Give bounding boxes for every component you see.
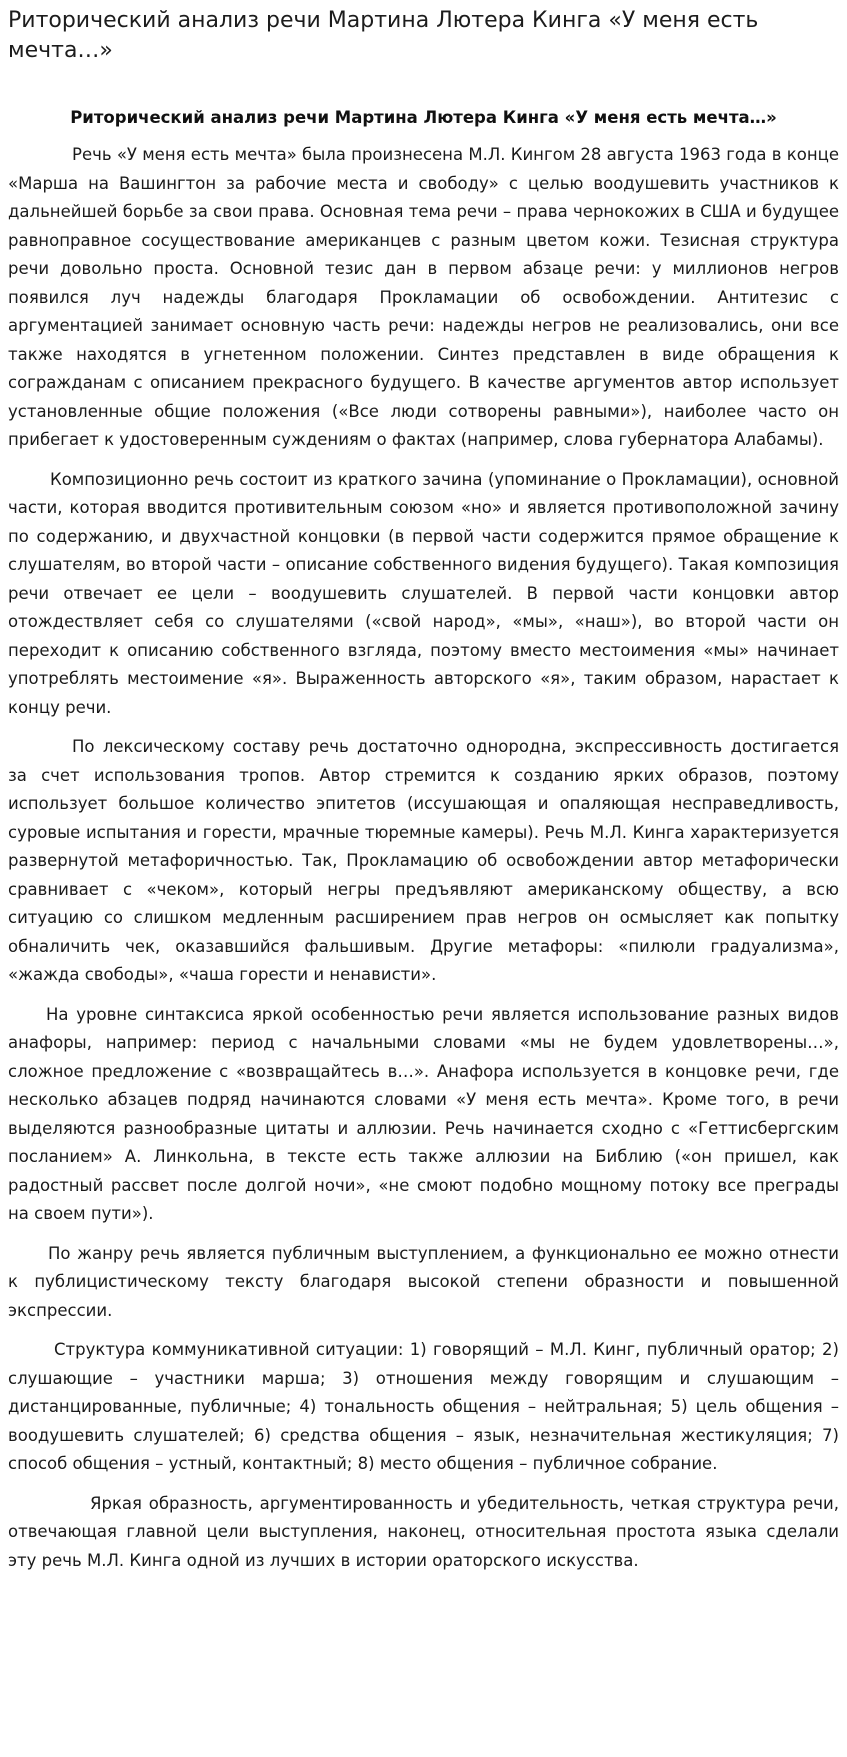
paragraph-communicative-situation: Структура коммуникативной ситуации: 1) говорящий – М.Л. Кинг, публичный оратор; 2) слушающие – участники марша; 3) отношения между говорящим и слушающим – дистанцированные, публичные; 4) тональность общения – нейтральная; 5) цель общения – воодушевить слушателей; 6) средства общения – язык, незначительная жестикуляция; 7) способ общения – устный, контактный; 8) место общения – публичное собрание. [8, 1340, 839, 1473]
document-title: Риторический анализ речи Мартина Лютера Кинга «У меня есть мечта…» [70, 108, 777, 127]
page-header-title: Риторический анализ речи Мартина Лютера Кинга «У меня есть мечта…» [8, 8, 759, 63]
paragraph-thesis-structure: Речь «У меня есть мечта» была произнесена М.Л. Кингом 28 августа 1963 года в конце «Марша на Вашингтон за рабочие места и свободу» с целью воодушевить участников к дальнейшей борьбе за свои права. Основная тема речи – права чернокожих в США и будущее равноправное сосуществование американцев с разным цветом кожи. Тезисная структура речи довольно проста. Основной тезис дан в первом абзаце речи: у миллионов негров появился луч надежды благодаря Прокламации об освобождении. Антитезис с аргументацией занимает основную часть речи: надежды негров не реализовались, они все также находятся в угнетенном положении. Синтез представлен в виде обращения к согражданам с описанием прекрасного будущего. В качестве аргументов автор использует установленные общие положения («Все люди сотворены равными»), наиболее часто он прибегает к удостоверенным суждениям о фактах (например, слова губернатора Алабамы). [8, 145, 839, 449]
paragraph-genre: По жанру речь является публичным выступлением, а функционально ее можно отнести к публицистическому тексту благодаря высокой степени образности и повышенной экспрессии. [8, 1243, 839, 1320]
document-body [8, 141, 839, 1586]
paragraph-composition: Композиционно речь состоит из краткого зачина (упоминание о Прокламации), основной части, которая вводится противительным союзом «но» и является противоположной зачину по содержанию, и двухчастной концовки (в первой части содержится прямое обращение к слушателям, во второй части – описание собственного видения будущего). Такая композиция речи отвечает ее цели – воодушевить слушателей. В первой части концовки автор отождествляет себя со слушателями («свой народ», «мы», «наш»), во второй части он переходит к описанию собственного взгляда, поэтому вместо местоимения «мы» начинает употреблять местоимение «я». Выраженность авторского «я», таким образом, нарастает к концу речи. [8, 469, 839, 717]
paragraph-syntax: На уровне синтаксиса яркой особенностью речи является использование разных видов анафоры, например: период с начальными словами «мы не будем удовлетворены…», сложное предложение с «возвращайтесь в…». Анафора используется в концовке речи, где несколько абзацев подряд начинаются словами «У меня есть мечта». Кроме того, в речи выделяются разнообразные цитаты и аллюзии. Речь начинается сходно с «Геттисбергским посланием» А. Линкольна, в тексте есть также аллюзии на Библию («он пришел, как радостный рассвет после долгой ночи», «не смоют подобно мощному потоку все преграды на своем пути»). [8, 1004, 839, 1223]
paragraph-lexis: По лексическому составу речь достаточно однородна, экспрессивность достигается за счет использования тропов. Автор стремится к созданию ярких образов, поэтому использует большое количество эпитетов (иссушающая и опаляющая несправедливость, суровые испытания и горести, мрачные тюремные камеры). Речь М.Л. Кинга характеризуется развернутой метафоричностью. Так, Прокламацию об освобождении автор метафорически сравнивает с «чеком», который негры предъявляют американскому обществу, а всю ситуацию со слишком медленным расширением прав негров он осмысляет как попытку обналичить чек, оказавшийся фальшивым. Другие метафоры: «пилюли градуализма», «жажда свободы», «чаша горести и ненависти». [8, 737, 839, 984]
paragraph-conclusion: Яркая образность, аргументированность и убедительность, четкая структура речи, отвечающая главной цели выступления, наконец, относительная простота языка сделали эту речь М.Л. Кинга одной из лучших в истории ораторского искусства. [8, 1493, 839, 1570]
